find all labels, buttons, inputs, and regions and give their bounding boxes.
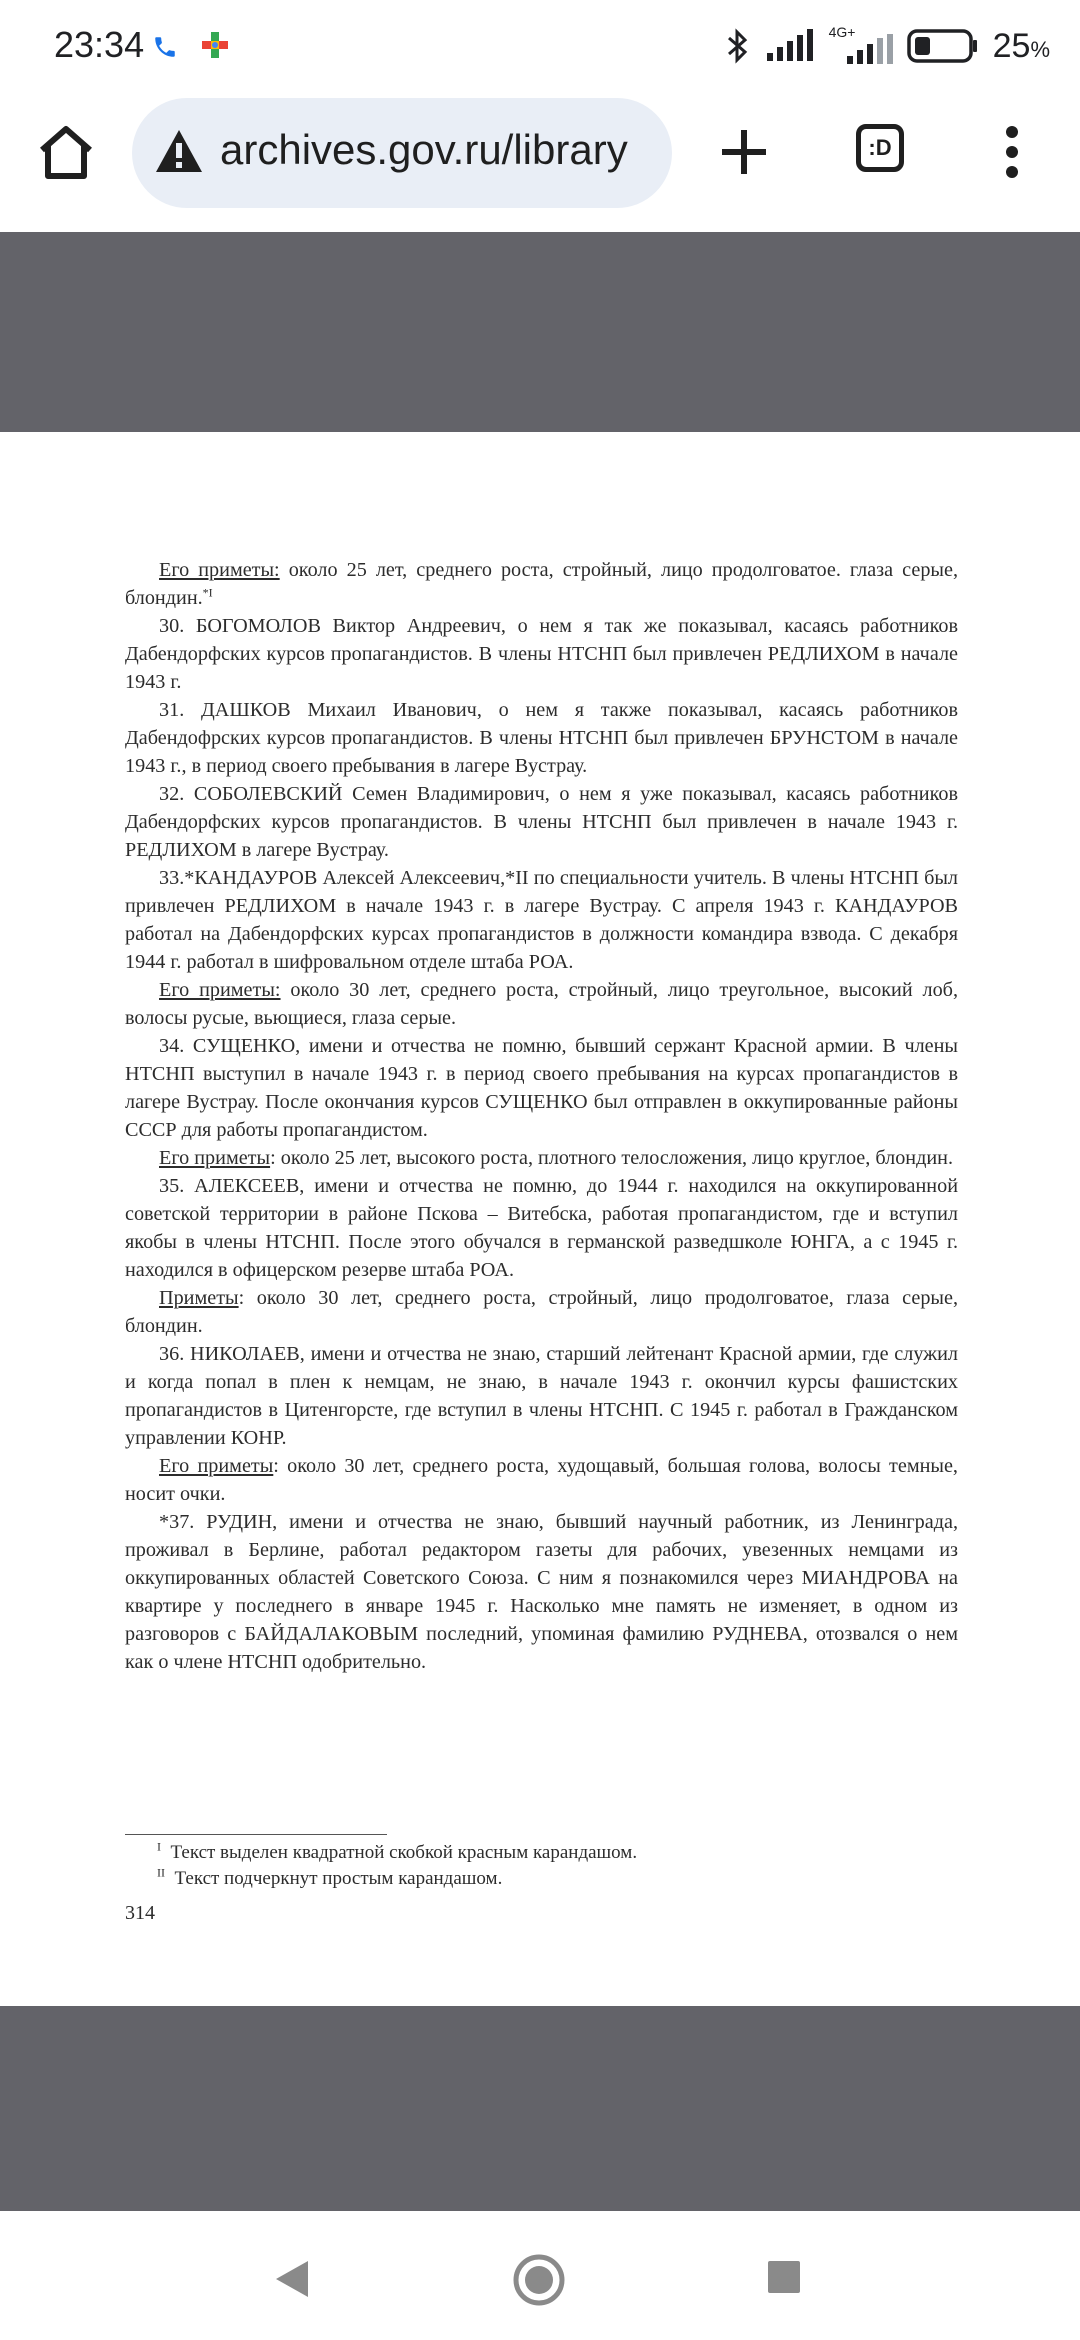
document-paragraph <box>125 1340 958 1452</box>
paragraph-label: Его приметы: <box>159 979 281 1001</box>
home-nav-icon[interactable] <box>512 2253 566 2307</box>
document-paragraph <box>125 1172 958 1284</box>
document-paragraph <box>125 1452 958 1508</box>
status-time: 23:34 <box>54 24 145 65</box>
paragraph-text: *37. РУДИН, имени и отчества не знаю, бывший научный работник, из Ленинграда, проживал в Берлине, работал редактором газеты для рабочих, увезенных немцами из оккупированных областей Советского Союза. С ним я познакомился через МИАНДРОВА на квартире у последнего в январе 1945 г. Насколько мне память не изменяет, в одном из разговоров с БАЙДАЛАКОВЫМ последний, упоминая фамилию РУДНЕВА, отозвался о нем как о члене НТСНП одобрительно. <box>125 1511 958 1673</box>
signal-strength-2-icon <box>829 34 893 66</box>
viewer-background-bottom <box>0 2006 1080 2211</box>
app-notification-icon <box>200 30 230 60</box>
tab-switcher-icon[interactable] <box>856 124 904 172</box>
paragraph-text: 32. СОБОЛЕВСКИЙ Семен Владимирович, о нем я уже показывал, касаясь работников Дабендорфских курсов пропагандистов. В члены НТСНП был привлечен в начале 1943 г. РЕДЛИХОМ в лагере Вустрау. <box>125 783 958 861</box>
document-paragraph <box>125 780 958 864</box>
document-paragraph <box>125 1508 958 1676</box>
viewer-background-top <box>0 232 1080 432</box>
navigation-bar <box>0 2211 1080 2340</box>
footnote-1: $^I$ Текст выделен квадратной скобкой красным карандашом. <box>157 1839 638 1863</box>
status-indicators <box>725 22 1050 70</box>
paragraph-text: : около 30 лет, среднего роста, худощавый, большая голова, волосы темные, носит очки. <box>125 1455 958 1505</box>
paragraph-text: 34. СУЩЕНКО, имени и отчества не помню, бывший сержант Красной армии. В члены НТСНП выступил в начале 1943 г. в период своего пребывания на курсах пропагандистов в лагере Вустрау. После окончания курсов СУЩЕНКО был отправлен в оккупированные районы СССР для работы пропагандистом. <box>125 1035 958 1141</box>
paragraph-label: Его приметы <box>159 1455 274 1477</box>
battery-level: 25% <box>992 26 1050 65</box>
signal-strength-icon <box>765 29 815 63</box>
document-paragraph <box>125 612 958 696</box>
footnote-separator <box>125 1834 387 1835</box>
status-bar <box>0 0 1080 90</box>
bluetooth-icon <box>725 28 751 64</box>
footnote-2: $^{II}$ Текст подчеркнут простым карандашом. <box>157 1865 503 1889</box>
recents-icon[interactable] <box>766 2259 802 2295</box>
battery-icon <box>907 28 979 64</box>
url-bar[interactable] <box>132 98 672 208</box>
document-paragraph <box>125 1284 958 1340</box>
url-text[interactable]: archives.gov.ru/library <box>220 126 628 173</box>
network-4g-indicator <box>829 26 893 66</box>
paragraph-text: 30. БОГОМОЛОВ Виктор Андреевич, о нем я так же показывал, касаясь работников Дабендорфских курсов пропагандистов. В члены НТСНП был привлечен РЕДЛИХОМ в начале 1943 г. <box>125 615 958 693</box>
document-paragraph <box>125 556 958 612</box>
paragraph-text: 33.*КАНДАУРОВ Алексей Алексеевич,*II по специальности учитель. В члены НТСНП был привлечен РЕДЛИХОМ в начале 1943 г. в лагере Вустрау. С апреля 1943 г. КАНДАУРОВ работал на Дабендорфских курсах пропагандистов в должности командира взвода. С декабря 1944 г. работал в шифровальном отделе штаба РОА. <box>125 867 958 973</box>
back-icon[interactable] <box>272 2257 312 2301</box>
network-type-label: 4G+ <box>828 24 856 40</box>
document-paragraph <box>125 696 958 780</box>
document-paragraph <box>125 1144 958 1172</box>
more-vert-icon[interactable] <box>976 116 1048 188</box>
tab-switcher-label: :D <box>868 135 892 160</box>
paragraph-label: Его приметы: <box>159 559 280 581</box>
home-icon[interactable] <box>30 116 102 188</box>
paragraph-text: 35. АЛЕКСЕЕВ, имени и отчества не помню, до 1944 г. находился на оккупированной советской территории в районе Пскова – Витебска, работая пропагандистом, где и вступил якобы в члены НТСНП. После этого обучался в германской разведшколе ЮНГА, а с 1945 г. находился в офицерском резерве штаба РОА. <box>125 1175 958 1281</box>
document-paragraph <box>125 976 958 1032</box>
document-paragraph <box>125 1032 958 1144</box>
paragraph-label: Приметы <box>159 1287 239 1309</box>
document-paragraph <box>125 864 958 976</box>
page-number: 314 <box>125 1902 155 1924</box>
paragraph-text: 31. ДАШКОВ Михаил Иванович, о нем я также показывал, касаясь работников Дабендофрских курсов пропагандистов. В члены НТСНП был привлечен БРУНСТОМ в начале 1943 г., в период своего пребывания в лагере Вустрау. <box>125 699 958 777</box>
paragraph-text: : около 25 лет, высокого роста, плотного телосложения, лицо круглое, блондин. <box>270 1147 954 1169</box>
paragraph-text: около 30 лет, среднего роста, стройный, лицо треугольное, высокий лоб, волосы русые, вьющиеся, глаза серые. <box>125 979 959 1029</box>
document-page[interactable] <box>0 432 1080 2006</box>
paragraph-text: около 25 лет, среднего роста, стройный, лицо продолговатое. глаза серые, блондин. <box>125 559 958 609</box>
document-body <box>125 556 958 1676</box>
paragraph-text: 36. НИКОЛАЕВ, имени и отчества не знаю, старший лейтенант Красной армии, где служил и когда попал в плен к немцам, не знаю, в начале 1943 г. окончил курсы фашистских пропагандистов в Цитенгорсте, где вступил в члены НТСНП. С 1945 г. работал в Гражданском управлении КОНР. <box>125 1343 958 1449</box>
plus-icon[interactable] <box>708 116 780 188</box>
paragraph-label: Его приметы <box>159 1147 271 1169</box>
paragraph-text: : около 30 лет, среднего роста, стройный, лицо продолговатое, глаза серые, блондин. <box>125 1287 958 1337</box>
browser-toolbar <box>0 90 1080 230</box>
warning-icon[interactable] <box>154 128 204 174</box>
footnote-mark: *I <box>202 585 213 600</box>
phone-call-icon <box>152 34 178 60</box>
